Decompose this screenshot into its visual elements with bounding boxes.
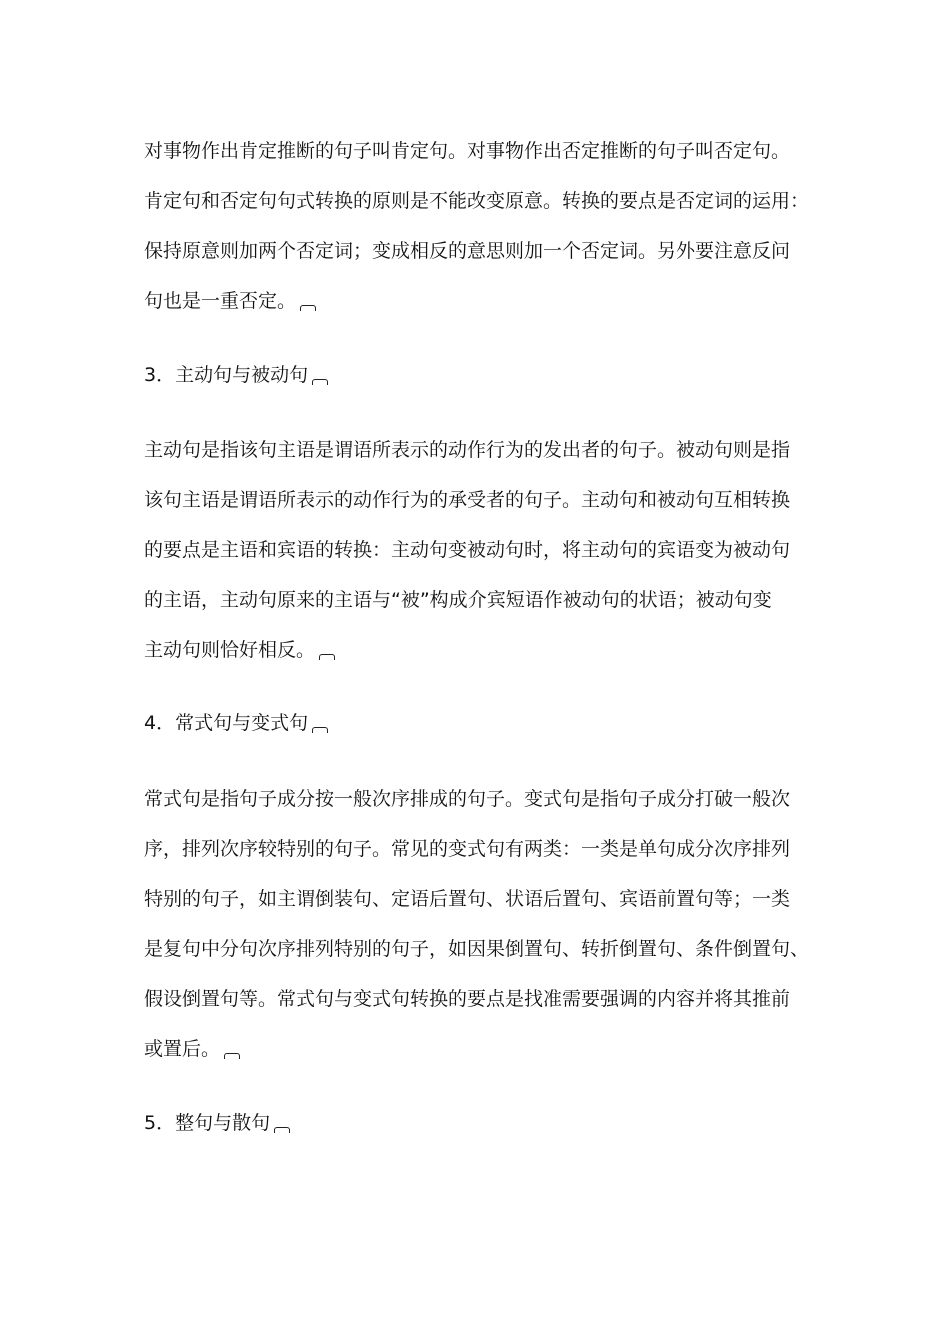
- paragraph-mark-icon: [300, 305, 316, 311]
- paragraph-2-line-1: 主动句是指该句主语是谓语所表示的动作行为的发出者的句子。被动句则是指: [144, 439, 791, 461]
- paragraph-3-line-2: 序，排列次序较特别的句子。常见的变式句有两类：一类是单句成分次序排列: [144, 838, 791, 860]
- paragraph-2-line-3: 的要点是主语和宾语的转换：主动句变被动句时，将主动句的宾语变为被动句: [144, 539, 791, 561]
- paragraph-3-line-3: 特别的句子，如主谓倒装句、定语后置句、状语后置句、宾语前置句等；一类: [144, 888, 791, 910]
- paragraph-2-line-5-wrap: [144, 637, 824, 663]
- section-heading-5: 5．整句与散句: [144, 1112, 271, 1134]
- paragraph-3-line-5: 假设倒置句等。常式句与变式句转换的要点是找准需要强调的内容并将其推前: [144, 988, 791, 1010]
- paragraph-mark-icon: [274, 1127, 290, 1133]
- paragraph-mark-icon: [224, 1053, 240, 1059]
- section-heading-4: 4．常式句与变式句: [144, 712, 309, 734]
- paragraph-2-line-4: 的主语，主动句原来的主语与“被”构成介宾短语作被动句的状语；被动句变: [144, 589, 772, 611]
- section-heading-5-wrap: [144, 1110, 824, 1136]
- paragraph-1-line-4: 句也是一重否定。: [144, 290, 297, 312]
- paragraph-1-line-2: 肯定句和否定句句式转换的原则是不能改变原意。转换的要点是否定词的运用：: [144, 190, 810, 212]
- paragraph-2-line-5: 主动句则恰好相反。: [144, 639, 316, 661]
- paragraph-3-line-6: 或置后。: [144, 1038, 221, 1060]
- paragraph-mark-icon: [319, 654, 335, 660]
- paragraph-1-line-3: 保持原意则加两个否定词；变成相反的意思则加一个否定词。另外要注意反问: [144, 240, 791, 262]
- paragraph-mark-icon: [312, 727, 328, 733]
- paragraph-3-line-6-wrap: [144, 1036, 824, 1062]
- paragraph-3-line-4: 是复句中分句次序排列特别的句子，如因果倒置句、转折倒置句、条件倒置句、: [144, 938, 810, 960]
- section-heading-3: 3．主动句与被动句: [144, 364, 309, 386]
- section-heading-3-wrap: [144, 362, 824, 388]
- paragraph-3-line-1: 常式句是指句子成分按一般次序排成的句子。变式句是指句子成分打破一般次: [144, 788, 791, 810]
- paragraph-mark-icon: [312, 379, 328, 385]
- paragraph-1-line-4-wrap: [144, 288, 824, 314]
- paragraph-1-line-1: 对事物作出肯定推断的句子叫肯定句。对事物作出否定推断的句子叫否定句。: [144, 140, 791, 162]
- section-heading-4-wrap: [144, 710, 824, 736]
- paragraph-2-line-2: 该句主语是谓语所表示的动作行为的承受者的句子。主动句和被动句互相转换: [144, 489, 791, 511]
